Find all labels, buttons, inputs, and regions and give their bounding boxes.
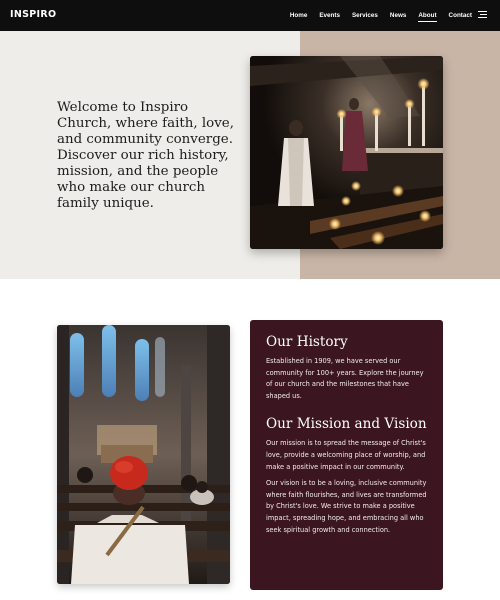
mission-text: Our mission is to spread the message of Christ's love, provide a welcoming place of worship, and make a positive impact in our community. <box>266 439 426 471</box>
top-navigation-bar <box>0 0 500 31</box>
hero-welcome-text: Welcome to Inspiro Church, where faith, love, and community converge. Discover our rich history, mission, and the people who make our church family unique. <box>57 100 234 211</box>
about-info-card <box>250 320 443 590</box>
history-heading: Our History <box>266 334 348 350</box>
history-text: Established in 1909, we have served our community for 100+ years. Explore the journey of our church and the milestones that have shaped us. <box>266 357 424 400</box>
nav-item-contact[interactable]: Contact <box>448 12 472 19</box>
worshipper-in-church-photo <box>57 325 230 584</box>
vision-text: Our vision is to be a loving, inclusive community where faith flourishes, and lives are transformed by Christ's love. We strive to make a positive impact, spreading hope, and embracing all who seek spiritual growth and connection. <box>266 479 427 534</box>
nav-item-about[interactable]: About <box>418 12 437 19</box>
mission-heading: Our Mission and Vision <box>266 416 427 433</box>
nav-item-home[interactable]: Home <box>289 12 308 19</box>
nav-item-services[interactable]: Services <box>351 12 378 19</box>
nav-item-news[interactable]: News <box>389 12 407 19</box>
hamburger-icon[interactable] <box>478 11 487 18</box>
nav-item-events[interactable]: Events <box>319 12 340 19</box>
altar-candles-photo <box>250 56 443 249</box>
main-nav <box>290 0 472 31</box>
site-logo[interactable]: INSPIRO <box>10 9 57 20</box>
